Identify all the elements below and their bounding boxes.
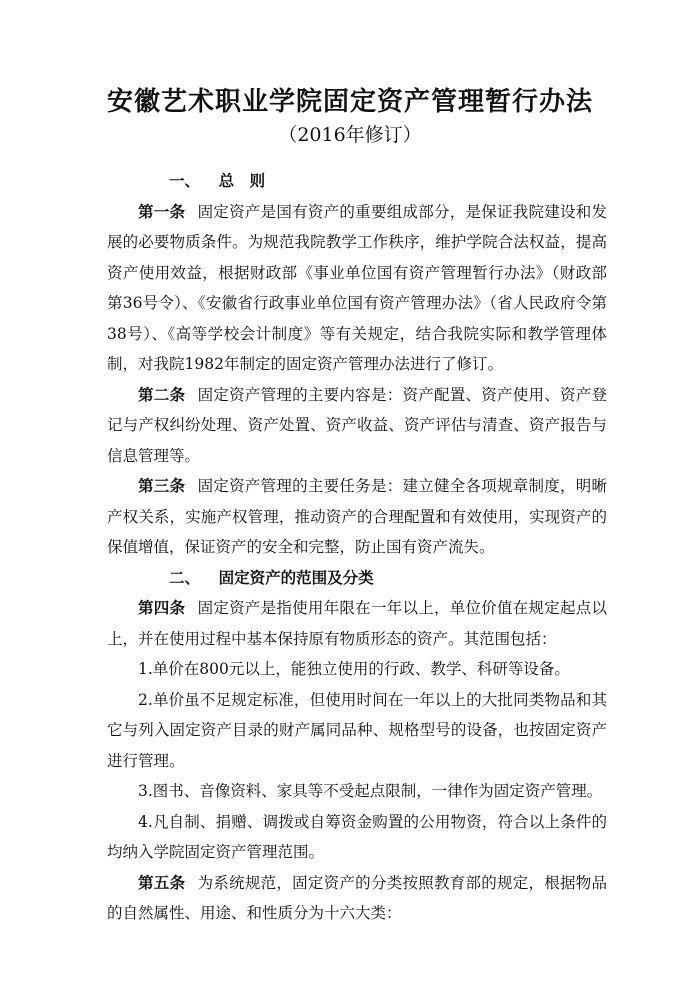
list-item: 1.单价在800元以上，能独立使用的行政、教学、科研等设备。 [138, 660, 570, 678]
section-number: 二、 [169, 567, 201, 587]
article-paragraph [107, 593, 607, 654]
section-heading [107, 166, 607, 197]
article-paragraph [107, 868, 607, 929]
document-body [107, 166, 607, 929]
article-label: 第四条 [138, 598, 186, 617]
article-label: 第五条 [138, 872, 186, 892]
article-paragraph [107, 380, 607, 472]
section-label: 固定资产的范围及分类 [218, 567, 374, 587]
list-item: 3.图书、音像资料、家具等不受起点限制，一律作为固定资产管理。 [138, 782, 603, 800]
article-text: 为系统规范，固定资产的分类按照教育部的规定，根据物品的自然属性、用途、和性质分为十六大类： [107, 873, 607, 922]
article-text: 固定资产是国有资产的重要组成部分，是保证我院建设和发展的必要物质条件。为规范我院教学工作秩序，维护学院合法权益，提高资产使用效益，根据财政部《事业单位国有资产管理暂行办法》（财政部第36号令）、《安徽省行政事业单位国有资产管理办法》（省人民政府令第38号）、《高等学校会计制度》等有关规定，结合我院实际和教学管理体制，对我院1982年制定的固定资产管理办法进行了修订。 [107, 202, 607, 373]
article-label: 第三条 [138, 476, 186, 495]
article-paragraph [107, 197, 607, 380]
section-number: 一、 [169, 171, 201, 190]
document-title: 安徽艺术职业学院固定资产管理暂行办法 [106, 87, 593, 117]
list-item: 2.单价虽不足规定标准，但使用时间在一年以上的大批同类物品和其它与列入固定资产目录的财产属同品种、规格型号的设备，也按固定资产进行管理。 [107, 690, 607, 770]
document-subtitle: （2016年修订） [278, 124, 422, 146]
article-text: 固定资产管理的主要内容是：资产配置、资产使用、资产登记与产权纠纷处理、资产处置、资产收益、资产评估与清查、资产报告与信息管理等。 [107, 385, 607, 465]
section-label: 总 则 [218, 171, 266, 190]
article-text: 固定资产是指使用年限在一年以上，单位价值在规定起点以上，并在使用过程中基本保持原有物质形态的资产。其范围包括： [107, 599, 607, 648]
article-text: 固定资产管理的主要任务是：建立健全各项规章制度，明晰产权关系，实施产权管理，推动资产的合理配置和有效使用，实现资产的保值增值，保证资产的安全和完整，防止国有资产流失。 [107, 477, 607, 556]
list-item: 4.凡自制、捐赠、调拨或自筹资金购置的公用物资，符合以上条件的均纳入学院固定资产管理范围。 [107, 812, 607, 861]
article-label: 第一条 [138, 201, 186, 221]
article-paragraph [107, 471, 607, 563]
article-label: 第二条 [138, 384, 186, 404]
section-heading [107, 563, 607, 594]
